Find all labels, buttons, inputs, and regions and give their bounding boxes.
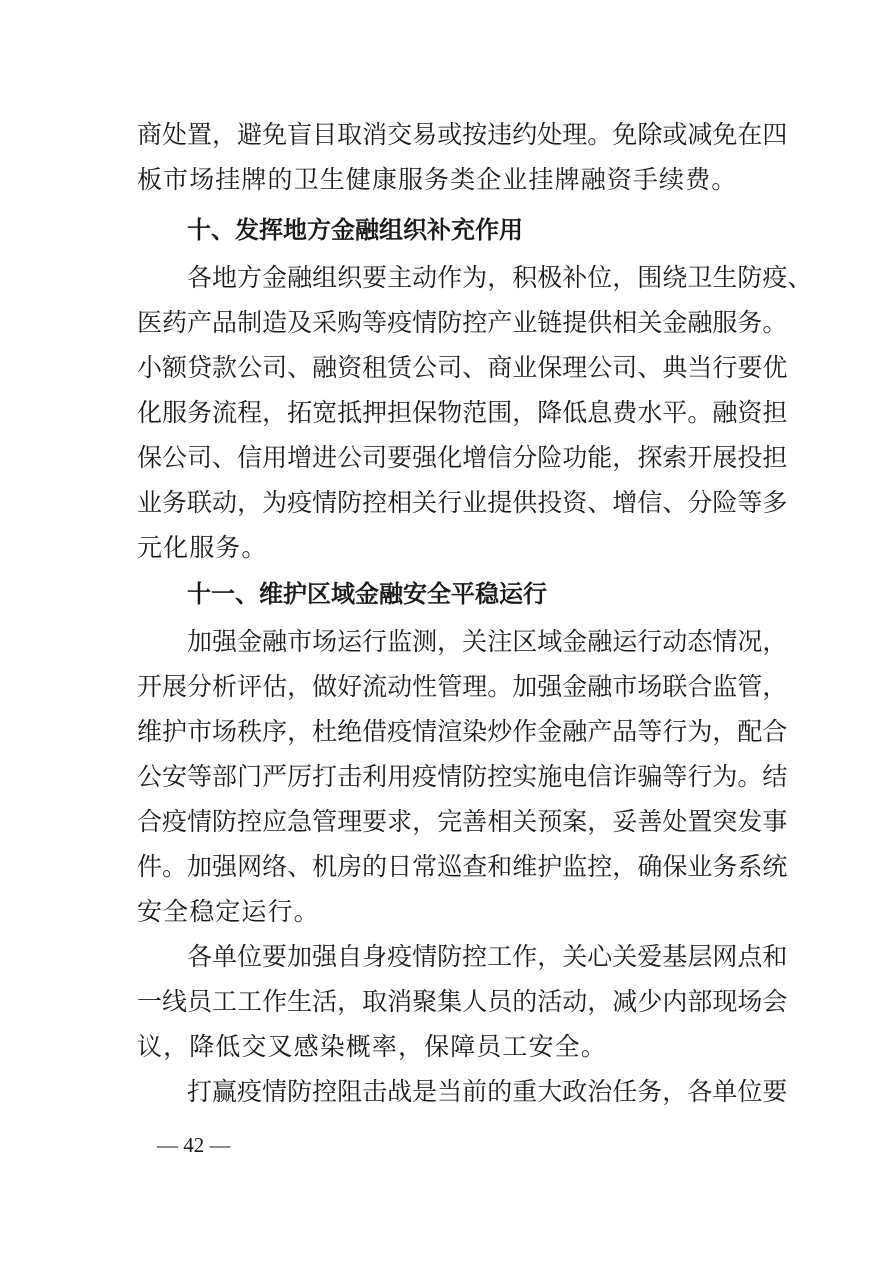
body-line: 开 展 分 析 评 估 ， 做 好 流 动 性 管 理 。 加 强 金 融 市 场 联 合 监 管 ， bbox=[137, 672, 788, 701]
body-line: 维 护 市 场 秩 序 ， 杜 绝 借 疫 情 渲 染 炒 作 金 融 产 品 等 行 为 ， 配 合 bbox=[137, 717, 788, 746]
body-line: 议，降低交叉感染概率，保障员工安全。 bbox=[137, 1032, 607, 1061]
body-line: 件 。 加 强 网 络 、 机 房 的 日 常 巡 查 和 维 护 监 控 ， 确 保 业 务 系 统 bbox=[137, 852, 788, 881]
body-line: 业 务 联 动 ， 为 疫 情 防 控 相 关 行 业 提 供 投 资 、 增 信 、 分 险 等 多 bbox=[137, 488, 788, 517]
body-line: 化 服 务 流 程 ， 拓 宽 抵 押 担 保 物 范 围 ， 降 低 息 费 水 平 。 融 资 担 bbox=[137, 398, 788, 427]
body-line: 商 处 置 ， 避 免 盲 目 取 消 交 易 或 按 违 约 处 理 。 免 除 或 减 免 在 四 bbox=[137, 120, 788, 149]
body-line: 安全稳定运行。 bbox=[137, 897, 320, 926]
section-heading-11: 十一、维护区域金融安全平稳运行 bbox=[187, 580, 547, 608]
section-heading-10: 十、发挥地方金融组织补充作用 bbox=[187, 216, 523, 244]
body-line: 元化服务。 bbox=[137, 533, 268, 562]
body-line: 各 地 方 金 融 组 织 要 主 动 作 为 ， 积 极 补 位 ， 围 绕 卫 生 防 疫 、 bbox=[187, 263, 813, 292]
body-line: 医 药 产 品 制 造 及 采 购 等 疫 情 防 控 产 业 链 提 供 相 关 金 融 服 务 。 bbox=[137, 308, 788, 337]
body-line: 打 赢 疫 情 防 控 阻 击 战 是 当 前 的 重 大 政 治 任 务 ， 各 单 位 要 bbox=[187, 1077, 788, 1106]
body-line: 合 疫 情 防 控 应 急 管 理 要 求 ， 完 善 相 关 预 案 ， 妥 善 处 置 突 发 事 bbox=[137, 807, 788, 836]
body-line: 各 单 位 要 加 强 自 身 疫 情 防 控 工 作 ， 关 心 关 爱 基 层 网 点 和 bbox=[187, 942, 788, 971]
page-number: — 42 — bbox=[157, 1133, 231, 1157]
body-line: 一 线 员 工 工 作 生 活 ， 取 消 聚 集 人 员 的 活 动 ， 减 少 内 部 现 场 会 bbox=[137, 987, 788, 1016]
body-line: 保 公 司 、 信 用 增 进 公 司 要 强 化 增 信 分 险 功 能 ， 探 索 开 展 投 担 bbox=[137, 443, 788, 472]
body-line: 板市场挂牌的卫生健康服务类企业挂牌融资手续费。 bbox=[137, 165, 738, 194]
body-line: 小 额 贷 款 公 司 、 融 资 租 赁 公 司 、 商 业 保 理 公 司 、 典 当 行 要 优 bbox=[137, 353, 788, 382]
body-line: 加 强 金 融 市 场 运 行 监 测 ， 关 注 区 域 金 融 运 行 动 态 情 况 ， bbox=[187, 627, 788, 656]
body-line: 公 安 等 部 门 严 厉 打 击 利 用 疫 情 防 控 实 施 电 信 诈 骗 等 行 为 。 结 bbox=[137, 762, 788, 791]
